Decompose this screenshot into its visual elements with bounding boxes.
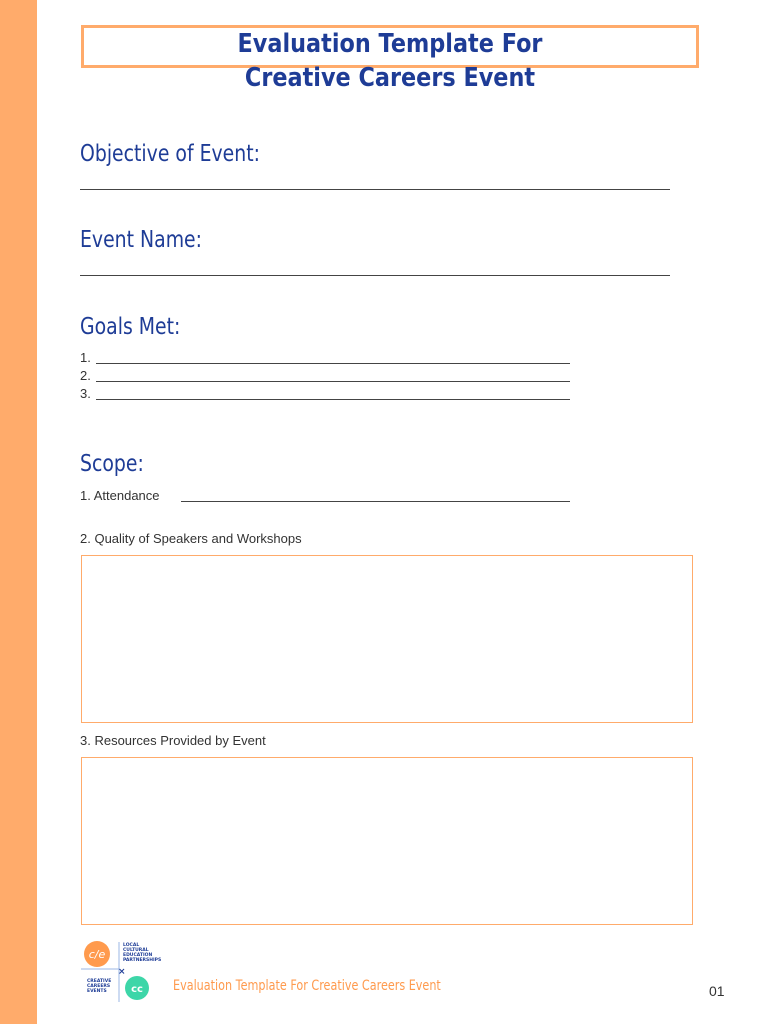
svg-text:CREATIVE: CREATIVE (87, 979, 112, 984)
quality-answer-box[interactable] (81, 555, 693, 723)
svg-text:EVENTS: EVENTS (87, 989, 107, 994)
goal-number: 1. (80, 350, 91, 365)
svg-text:PARTNERSHIPS: PARTNERSHIPS (123, 958, 161, 963)
page-title (124, 27, 655, 95)
footer-title: Evaluation Template For Creative Careers Event (173, 978, 441, 994)
attendance-answer-line[interactable] (181, 501, 570, 502)
partner-logos (81, 940, 161, 1004)
svg-text:EDUCATION: EDUCATION (123, 953, 153, 958)
objective-heading: Objective of Event: (80, 141, 260, 167)
title-line-2: Creative Careers Event (244, 63, 536, 93)
scope-heading: Scope: (80, 451, 144, 477)
svg-text:CULTURAL: CULTURAL (123, 948, 149, 953)
svg-text:CAREERS: CAREERS (87, 984, 111, 989)
resources-label: 3. Resources Provided by Event (80, 733, 266, 748)
event-name-heading: Event Name: (80, 227, 203, 253)
goals-heading: Goals Met: (80, 314, 181, 340)
side-accent-bar (0, 0, 37, 1024)
goal-answer-line (96, 363, 570, 364)
resources-answer-box[interactable] (81, 757, 693, 925)
quality-label: 2. Quality of Speakers and Workshops (80, 531, 302, 546)
goal-answer-line (96, 381, 570, 382)
svg-text:×: × (118, 967, 126, 977)
goal-number: 2. (80, 368, 91, 383)
goal-number: 3. (80, 386, 91, 401)
svg-text:c/e: c/e (88, 948, 106, 961)
svg-text:LOCAL: LOCAL (123, 943, 140, 948)
event-name-answer-line[interactable] (80, 275, 670, 276)
svg-text:cc: cc (131, 984, 143, 995)
title-line-1: Evaluation Template For (237, 29, 543, 59)
page-number: 01 (709, 983, 725, 999)
goal-answer-line (96, 399, 570, 400)
objective-answer-line[interactable] (80, 189, 670, 190)
attendance-label: 1. Attendance (80, 488, 160, 503)
